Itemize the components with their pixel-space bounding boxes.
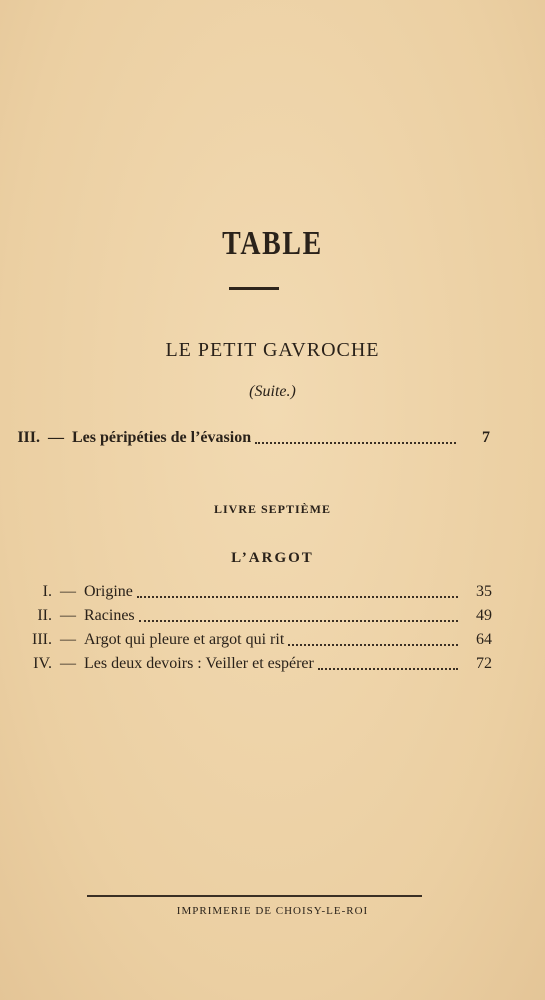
printer-imprint: IMPRIMERIE DE CHOISY-LE-ROI <box>176 905 369 917</box>
leader-dots <box>137 596 458 598</box>
entry-number: III. <box>17 429 40 446</box>
entry-dash: — <box>60 607 76 624</box>
leader-dots <box>318 668 458 670</box>
entry-label: Les péripéties de l’évasion <box>72 429 252 446</box>
toc-entry <box>12 581 492 603</box>
toc-entry <box>12 605 492 627</box>
leader-dots <box>255 442 456 444</box>
toc-entry <box>12 653 492 675</box>
leader-dots <box>288 644 458 646</box>
entry-dash: — <box>60 655 76 672</box>
book-title: LE PETIT GAVROCHE <box>165 339 380 361</box>
suite-label: (Suite.) <box>249 383 296 400</box>
page-title: TABLE <box>222 225 323 262</box>
entry-page: 49 <box>476 607 492 624</box>
toc-entry <box>12 629 492 651</box>
entry-number: IV. <box>33 655 52 672</box>
entry-dash: — <box>60 583 76 600</box>
entry-page: 35 <box>476 583 492 600</box>
leader-dots <box>139 620 458 622</box>
entry-label: Origine <box>84 583 133 600</box>
entry-number: I. <box>42 583 52 600</box>
entry-number: II. <box>37 607 52 624</box>
footer-divider <box>87 895 422 897</box>
entry-label: Les deux devoirs : Veiller et espérer <box>84 655 314 672</box>
livre-heading: LIVRE SEPTIÈME <box>213 502 332 516</box>
entry-page: 64 <box>476 631 492 648</box>
entry-number: III. <box>32 631 52 648</box>
toc-entry-top <box>0 427 490 449</box>
entry-page: 72 <box>476 655 492 672</box>
entry-page: 7 <box>482 429 490 446</box>
title-divider <box>229 287 279 290</box>
entry-label: Racines <box>84 607 135 624</box>
section-title: L’ARGOT <box>231 550 314 566</box>
entry-label: Argot qui pleure et argot qui rit <box>84 631 285 648</box>
entry-dash: — <box>48 429 64 446</box>
entry-dash: — <box>60 631 76 648</box>
